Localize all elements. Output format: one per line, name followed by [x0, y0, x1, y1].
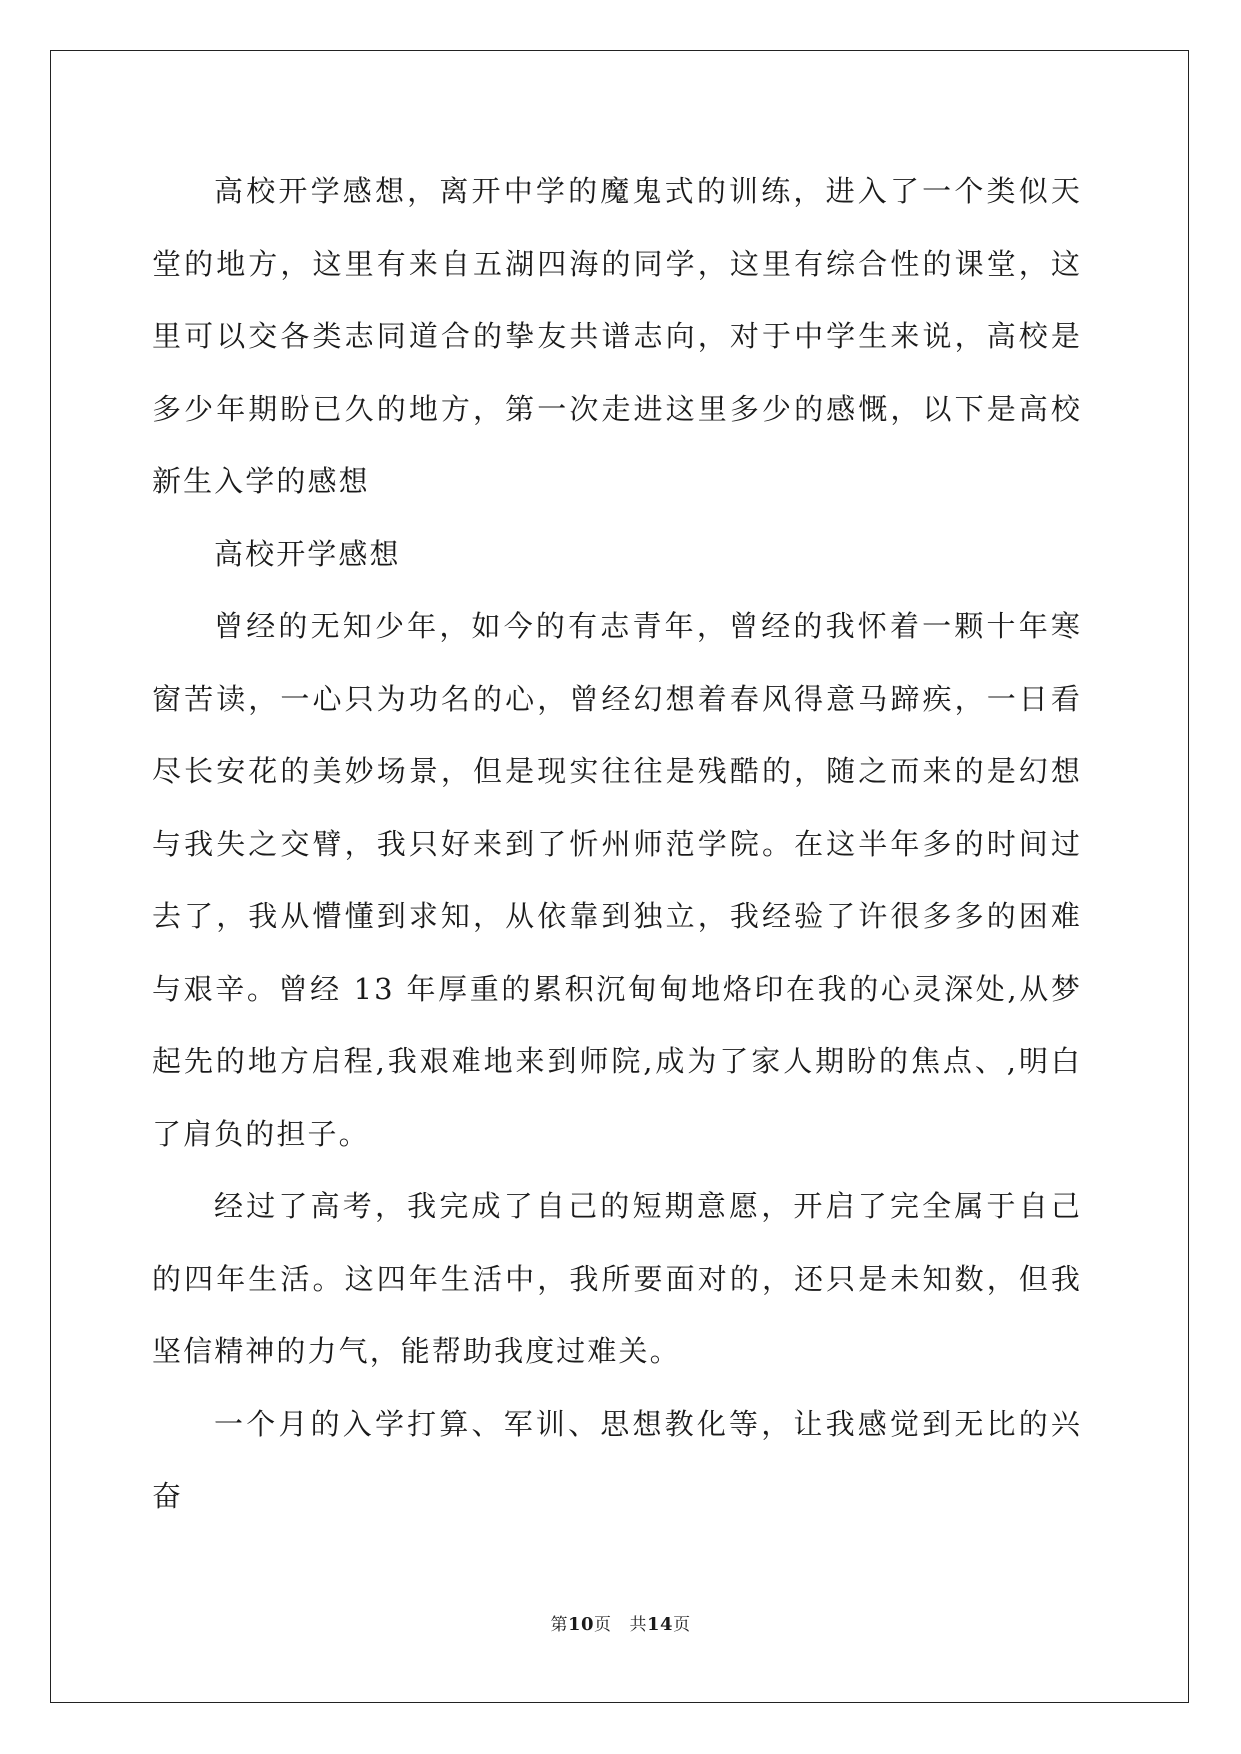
paragraph-body-3: 一个月的入学打算、军训、思想教化等，让我感觉到无比的兴奋: [152, 1406, 1082, 1513]
paragraph-body-1: 曾经的无知少年，如今的有志青年，曾经的我怀着一颗十年寒窗苦读，一心只为功名的心，曾经幻想着春风得意马蹄疾，一日看尽长安花的美妙场景，但是现实往往是残酷的，随之而来的是幻想与我失之交臂，我只好来到了忻州师范学院。在这半年多的时间过去了，我从懵懂到求知，从依靠到独立，我经验了许很多多的困难与艰辛。曾经 13 年厚重的累积沉甸甸地烙印在我的心灵深处,从梦起先的地方启程,我艰难地来到师院,成为了家人期盼的焦点、,明白了肩负的担子。: [152, 609, 1082, 1151]
page-total-number: 14: [647, 1614, 674, 1635]
paragraph-intro: 高校开学感想，离开中学的魔鬼式的训练，进入了一个类似天堂的地方，这里有来自五湖四海的同学，这里有综合性的课堂，这里可以交各类志同道合的挚友共谱志向，对于中学生来说，高校是多少年期盼已久的地方，第一次走进这里多少的感慨，以下是高校新生入学的感想: [152, 174, 1082, 498]
paragraph-body-2: 经过了高考，我完成了自己的短期意愿，开启了完全属于自己的四年生活。这四年生活中，我所要面对的，还只是未知数，但我坚信精神的力气，能帮助我度过难关。: [152, 1189, 1082, 1368]
page-suffix: 页: [594, 1615, 612, 1635]
page-current-number: 10: [567, 1614, 594, 1635]
total-suffix: 页: [673, 1615, 691, 1635]
document-body: [152, 155, 1082, 1533]
total-prefix: 共: [629, 1615, 647, 1635]
page-prefix: 第: [550, 1615, 568, 1635]
section-heading: 高校开学感想: [214, 536, 401, 571]
page-footer: [0, 1613, 1241, 1637]
